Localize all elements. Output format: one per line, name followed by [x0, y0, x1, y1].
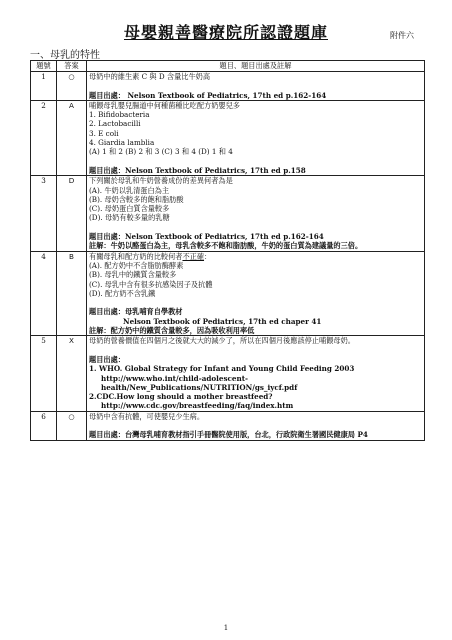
- line-text: 台灣母乳哺育教材指引手冊醫院使用版，台北，行政院衛生署國民健康局 P4: [124, 430, 368, 440]
- table-row: [31, 100, 425, 175]
- line-label: 題目出處：: [89, 354, 125, 364]
- question-number: 5: [31, 336, 57, 411]
- line-text: 4. Giardia lamblia: [89, 138, 155, 148]
- line-text: 1. WHO. Global Strategy for Infant and Young Child Feeding 2003: [89, 364, 355, 374]
- line-text: (A). 牛奶以乳清蛋白為主: [89, 185, 170, 195]
- line-label: 題目出處：: [89, 165, 125, 175]
- line-text: Nelson Textbook of Pediatrics, 17th ed p.162-164: [124, 232, 324, 242]
- content-line: [89, 101, 422, 110]
- content-line: [89, 147, 422, 156]
- line-label: 註解：: [89, 241, 111, 251]
- line-text: 1. Bifidobacteria: [89, 110, 150, 120]
- content-line: [89, 270, 422, 279]
- table-row: [31, 72, 425, 101]
- content-line: [89, 280, 422, 289]
- content-line: [89, 72, 422, 81]
- question-table: [30, 60, 425, 441]
- table-row: [31, 411, 425, 440]
- content-line: [89, 119, 422, 128]
- source-line: [89, 307, 422, 316]
- line-text: http://www.who.int/child-adolescent-health/New_Publications/NUTRITION/gs_iycf.pdf: [101, 373, 298, 392]
- table-row: [31, 336, 425, 411]
- line-text: Nelson Textbook of Pediatrics, 17th ed chaper 41: [123, 316, 322, 326]
- annex-label: 附件六: [390, 31, 414, 40]
- line-text: 母奶中的維生素 C 與 D 含量比牛奶高: [89, 72, 211, 81]
- source-line: [89, 430, 422, 439]
- content-line: [89, 261, 422, 270]
- blank-line: [89, 346, 422, 355]
- question-content: [87, 411, 425, 440]
- content-line: [89, 129, 422, 138]
- source-line: [89, 232, 422, 241]
- source-line: [89, 326, 422, 335]
- content-line: [89, 412, 422, 421]
- line-text: (B). 母奶含較多的飽和脂肪酸: [89, 194, 184, 204]
- table-row: [31, 176, 425, 251]
- question-number: 2: [31, 100, 57, 175]
- blank-line: [89, 81, 422, 90]
- line-text: (B). 母乳中的鐵質含量較多: [89, 270, 177, 280]
- line-text: (D). 母奶有較多量的乳糖: [89, 213, 170, 223]
- content-line: [89, 317, 422, 326]
- line-label: 題目出處：: [89, 430, 125, 440]
- content-line: [89, 364, 422, 373]
- content-line: [89, 110, 422, 119]
- content-line: [89, 204, 422, 213]
- line-text: 3. E coli: [89, 128, 119, 138]
- content-line: [89, 392, 422, 401]
- content-line: [89, 213, 422, 222]
- answer-cell: B: [57, 251, 87, 336]
- question-number: 3: [31, 176, 57, 251]
- blank-line: [89, 421, 422, 430]
- line-label: 題目出處：: [89, 307, 125, 317]
- line-text: 牛奶以酪蛋白為主，母乳含較多不飽和脂肪酸，牛奶的蛋白質為建議量的三倍。: [110, 241, 363, 251]
- source-line: [89, 166, 422, 175]
- answer-cell: X: [57, 336, 87, 411]
- line-label: 註解：: [89, 326, 111, 336]
- line-text: 2.CDC.How long should a mother breastfeed?: [89, 392, 273, 402]
- question-content: [87, 176, 425, 251]
- table-row: [31, 251, 425, 336]
- line-label: 題目出處：: [89, 232, 125, 242]
- content-line: [89, 176, 422, 185]
- table-header-row: [31, 61, 425, 72]
- question-content: [87, 72, 425, 101]
- line-text: Nelson Textbook of Pediatrics, 17th ed p.158: [124, 165, 306, 175]
- line-text: 母乳哺育自學教材: [124, 307, 183, 317]
- column-header-number: 題號: [31, 61, 57, 72]
- line-text: 下列關於母乳和牛奶營養成份的差異何者為是: [89, 176, 233, 186]
- column-header-answer: 答案: [57, 61, 87, 72]
- line-text: (D). 配方奶不含乳鐵: [89, 288, 156, 298]
- page-number: 1: [223, 624, 229, 632]
- line-text: 母奶中含有抗體，可使嬰兒少生病。: [89, 411, 205, 421]
- source-line: [89, 91, 422, 100]
- line-text: (A) 1 和 2 (B) 2 和 3 (C) 3 和 4 (D) 1 和 4: [89, 147, 233, 157]
- content-line: [89, 289, 422, 298]
- content-line: [89, 195, 422, 204]
- blank-line: [89, 298, 422, 307]
- line-text: 哺餵母乳嬰兒腸道中何種菌種比吃配方奶嬰兒多: [89, 100, 240, 110]
- blank-line: [89, 223, 422, 232]
- answer-cell: D: [57, 176, 87, 251]
- line-text: 母奶的營養價值在四個月之後就大大的減少了，所以在四個月後應該停止哺餵母奶。: [89, 336, 355, 346]
- content-line: [89, 252, 422, 261]
- question-number: 4: [31, 251, 57, 336]
- blank-line: [89, 157, 422, 166]
- content-line: [89, 138, 422, 147]
- line-text: 有關母乳和配方奶的比較何者: [89, 251, 183, 261]
- answer-cell: A: [57, 100, 87, 175]
- line-label: 題目出處：: [89, 90, 125, 100]
- line-text: (C). 母乳中含有很多抗感染因子及抗體: [89, 279, 213, 289]
- source-line: [89, 241, 422, 250]
- answer-cell: ○: [57, 72, 87, 101]
- content-line: [89, 186, 422, 195]
- content-line: [89, 336, 422, 345]
- line-text: (A). 配方奶中不含脂肪酶酵素: [89, 260, 184, 270]
- question-number: 1: [31, 72, 57, 101]
- line-text: 配方奶中的鐵質含量較多，因為吸收利用率低: [110, 326, 255, 336]
- content-line: [89, 401, 422, 410]
- question-content: [87, 100, 425, 175]
- source-line: [89, 355, 422, 364]
- answer-cell: ○: [57, 411, 87, 440]
- question-number: 6: [31, 411, 57, 440]
- content-line: [89, 374, 422, 393]
- question-content: [87, 336, 425, 411]
- line-text: 2. Lactobacilli: [89, 119, 141, 129]
- line-text: Nelson Textbook of Pediatrics, 17th ed p.162-164: [124, 90, 327, 100]
- page-title: 母嬰親善醫療院所認證題庫: [123, 23, 328, 42]
- question-content: [87, 251, 425, 336]
- line-text: http://www.cdc.gov/breastfeeding/faq/index.htm: [101, 401, 294, 411]
- line-text: (C). 母奶蛋白質含量較多: [89, 204, 170, 214]
- column-header-question: 題目、題目出處及註解: [87, 61, 425, 72]
- line-tail: ：: [204, 251, 212, 261]
- section-heading: 一、母乳的特性: [30, 50, 100, 61]
- underlined-text: 不正確: [182, 251, 205, 261]
